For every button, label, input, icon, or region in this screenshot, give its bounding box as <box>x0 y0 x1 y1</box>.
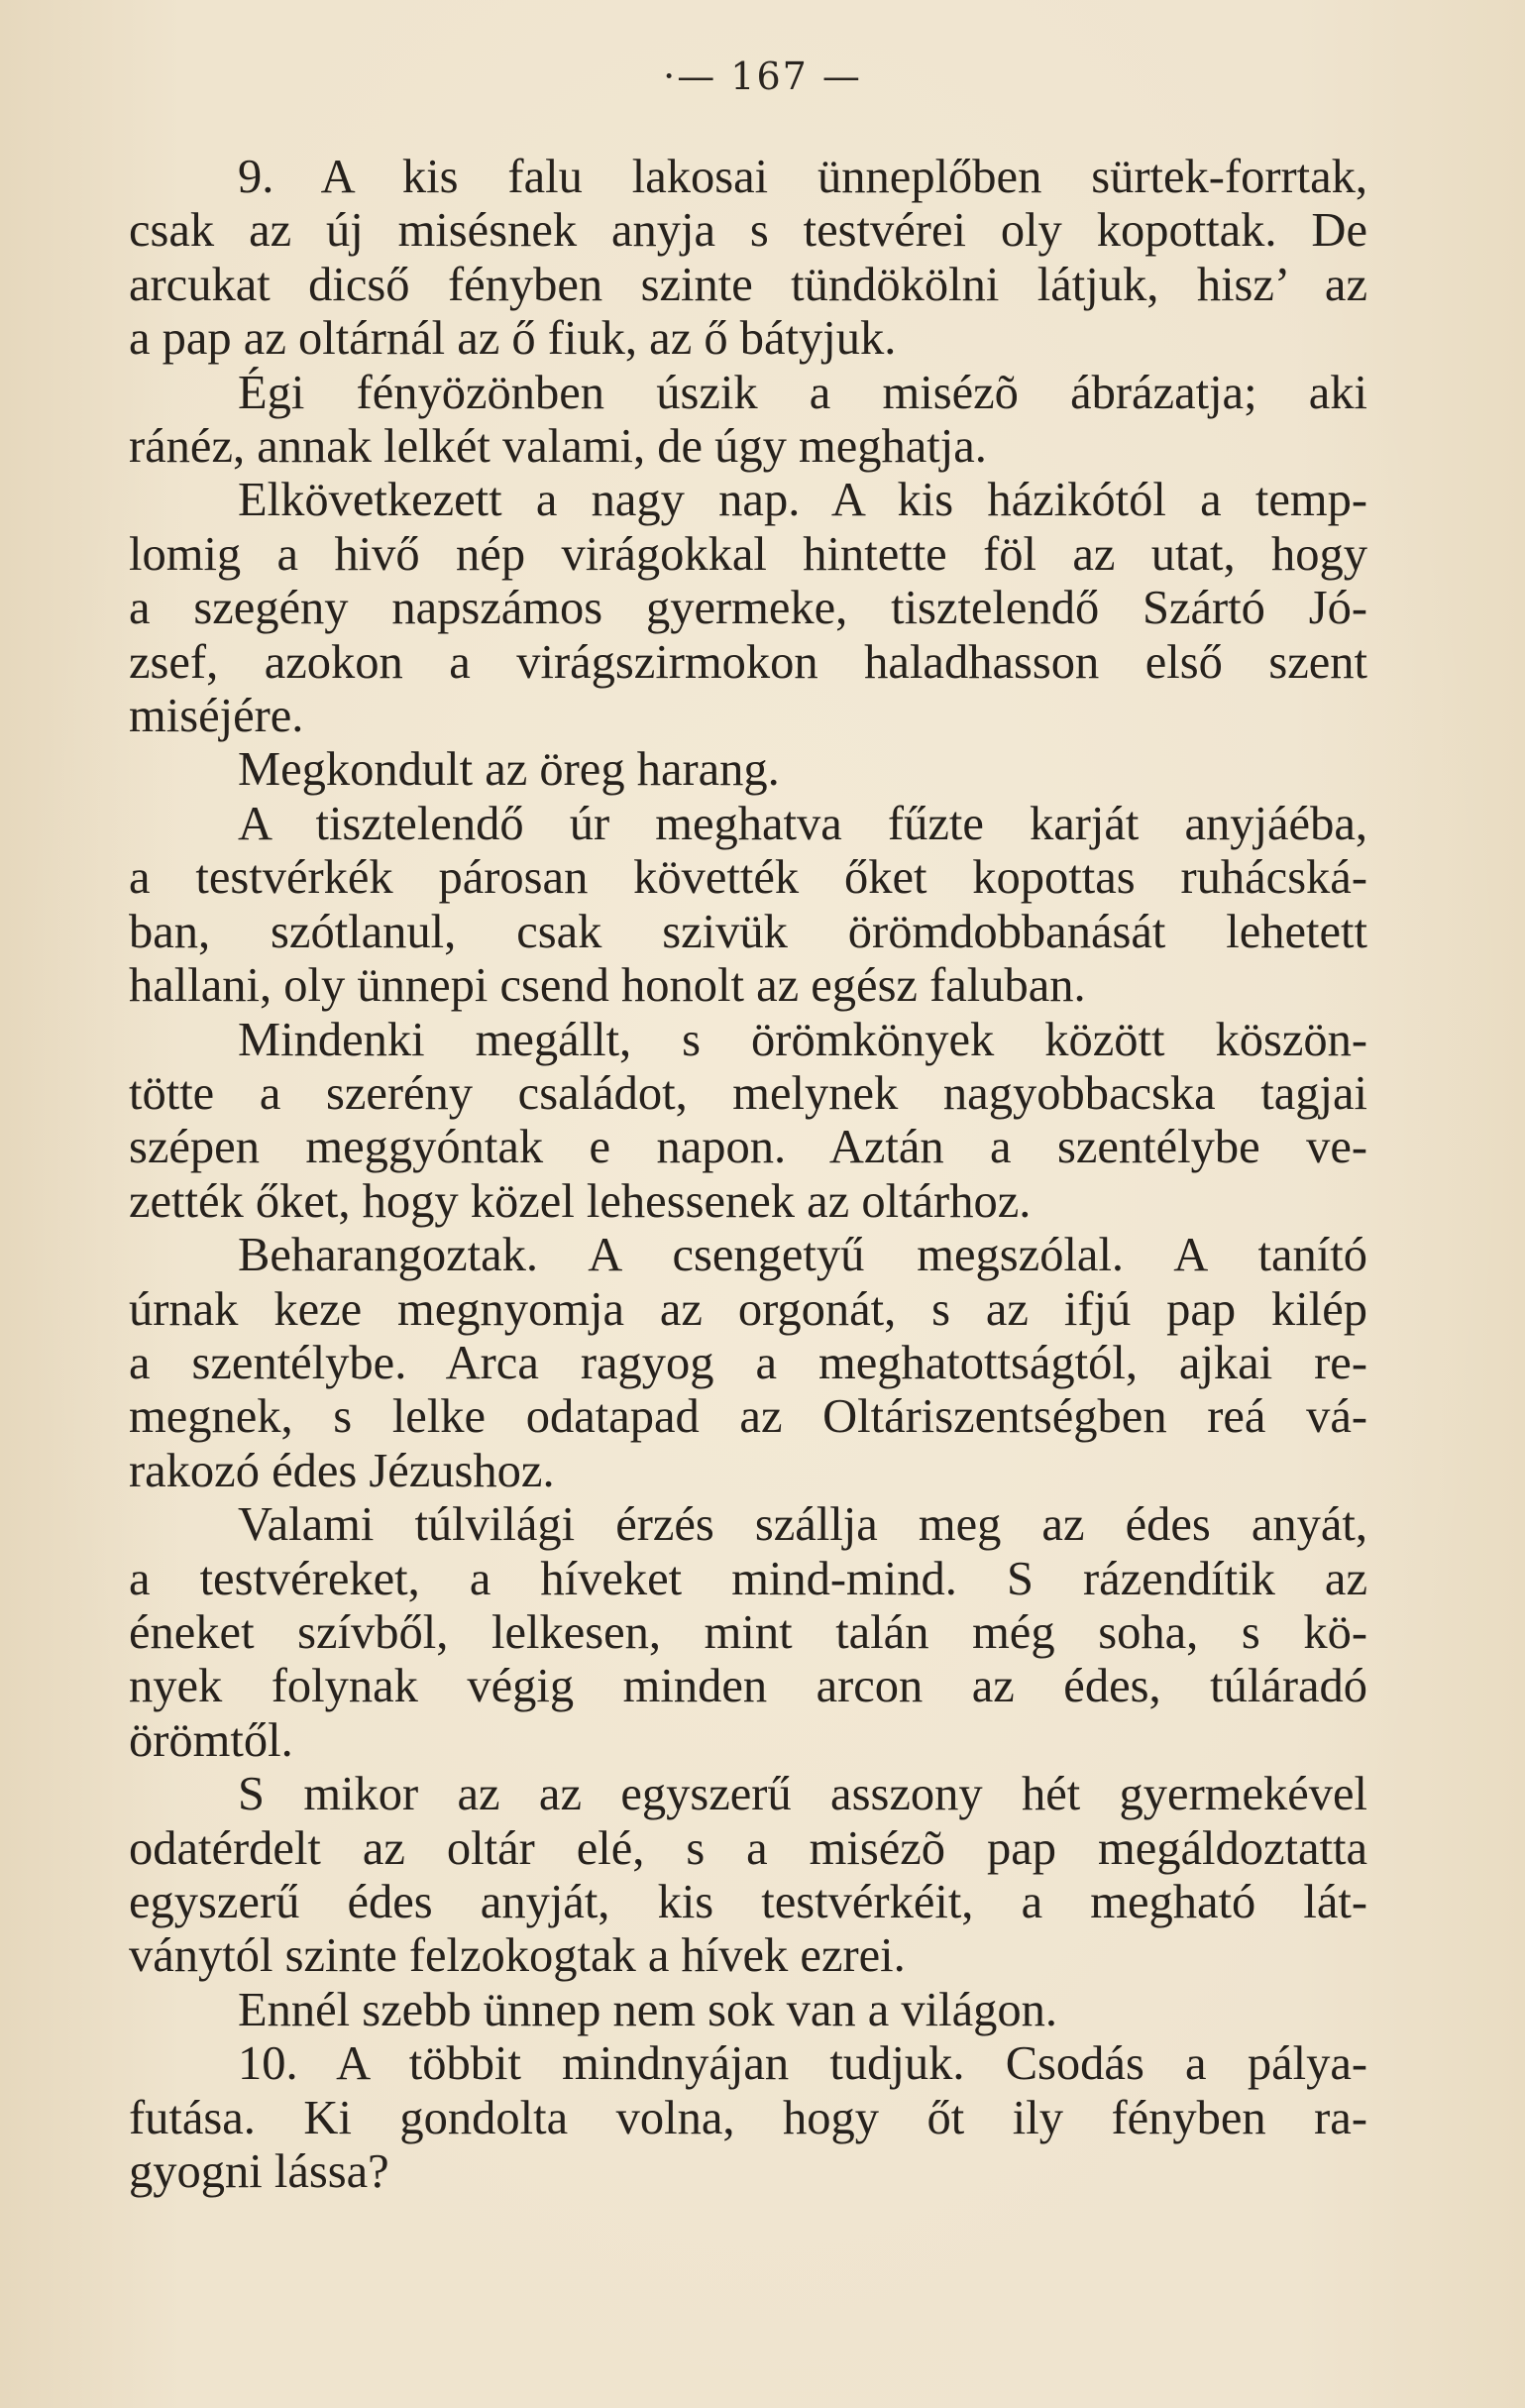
text-line: hallani, oly ünnepi csend honolt az egész faluban. <box>129 959 1086 1013</box>
text-line: tötte a szerény családot, melynek nagyobbacska tagjai <box>129 1066 1367 1120</box>
text-line: Elkövetkezett a nagy nap. A kis házikótól a temp- <box>238 474 1367 527</box>
text-line: Mindenki megállt, s örömkönyek között köszön- <box>238 1013 1367 1066</box>
text-line: ránéz, annak lelkét valami, de úgy meghatja. <box>129 420 987 474</box>
text-line: a szentélybe. Arca ragyog a meghatottságtól, ajkai re- <box>129 1336 1367 1389</box>
text-line: a szegény napszámos gyermeke, tisztelendő Szártó Jó- <box>129 582 1367 635</box>
text-line: futása. Ki gondolta volna, hogy őt ily fényben ra- <box>129 2091 1367 2144</box>
text-line: Égi fényözönben úszik a misézõ ábrázatja; aki <box>238 366 1367 419</box>
text-line: Megkondult az öreg harang. <box>238 743 780 797</box>
text-line: miséjére. <box>129 690 304 743</box>
text-line: csak az új misésnek anyja s testvérei oly kopottak. De <box>129 204 1367 258</box>
text-line: gyogni lássa? <box>129 2145 389 2199</box>
text-line: zsef, azokon a virágszirmokon haladhasson első szent <box>129 635 1367 689</box>
text-line: a pap az oltárnál az ő fiuk, az ő bátyjuk. <box>129 312 897 366</box>
text-line: Beharangoztak. A csengetyű megszólal. A tanító <box>238 1229 1367 1282</box>
text-line: örömtől. <box>129 1713 293 1767</box>
text-line: S mikor az az egyszerű asszony hét gyermekével <box>238 1768 1367 1821</box>
text-line: éneket szívből, lelkesen, mint talán még soha, s kö- <box>129 1605 1367 1659</box>
text-line: a testvéreket, a híveket mind-mind. S rázendítik az <box>129 1552 1367 1605</box>
text-line: ványtól szinte felzokogtak a hívek ezrei. <box>129 1929 906 1983</box>
text-line: odatérdelt az oltár elé, s a misézõ pap megáldoztatta <box>129 1821 1367 1875</box>
text-line: nyek folynak végig minden arcon az édes, túláradó <box>129 1660 1367 1713</box>
text-line: lomig a hivő nép virágokkal hintette föl az utat, hogy <box>129 527 1367 581</box>
text-line: rakozó édes Jézushoz. <box>129 1444 555 1497</box>
text-line: arcukat dicső fényben szinte tündökölni látjuk, hisz’ az <box>129 258 1367 311</box>
text-line: szépen meggyóntak e napon. Aztán a szentélybe ve- <box>129 1121 1367 1174</box>
text-line: megnek, s lelke odatapad az Oltáriszentségben reá vá- <box>129 1390 1367 1444</box>
text-line: Ennél szebb ünnep nem sok van a világon. <box>238 1983 1057 2036</box>
text-line: A tisztelendő úr meghatva fűzte karját anyjáéba, <box>238 797 1367 850</box>
text-line: 10. A többit mindnyájan tudjuk. Csodás a pálya- <box>238 2037 1367 2091</box>
text-line: Valami túlvilági érzés szállja meg az édes anyát, <box>238 1498 1367 1552</box>
page-number-header: ·— 167 — <box>663 55 862 98</box>
text-line: 9. A kis falu lakosai ünneplőben sürtek-forrtak, <box>238 151 1367 203</box>
text-line: ban, szótlanul, csak szivük örömdobbanását lehetett <box>129 905 1367 958</box>
text-line: egyszerű édes anyját, kis testvérkéit, a megható lát- <box>129 1876 1367 1928</box>
text-line: úrnak keze megnyomja az orgonát, s az ifjú pap kilép <box>129 1282 1367 1336</box>
page-body-text <box>129 151 1367 2199</box>
text-line: zették őket, hogy közel lehessenek az oltárhoz. <box>129 1174 1032 1228</box>
text-line: a testvérkék párosan követték őket kopottas ruhácská- <box>129 851 1367 905</box>
